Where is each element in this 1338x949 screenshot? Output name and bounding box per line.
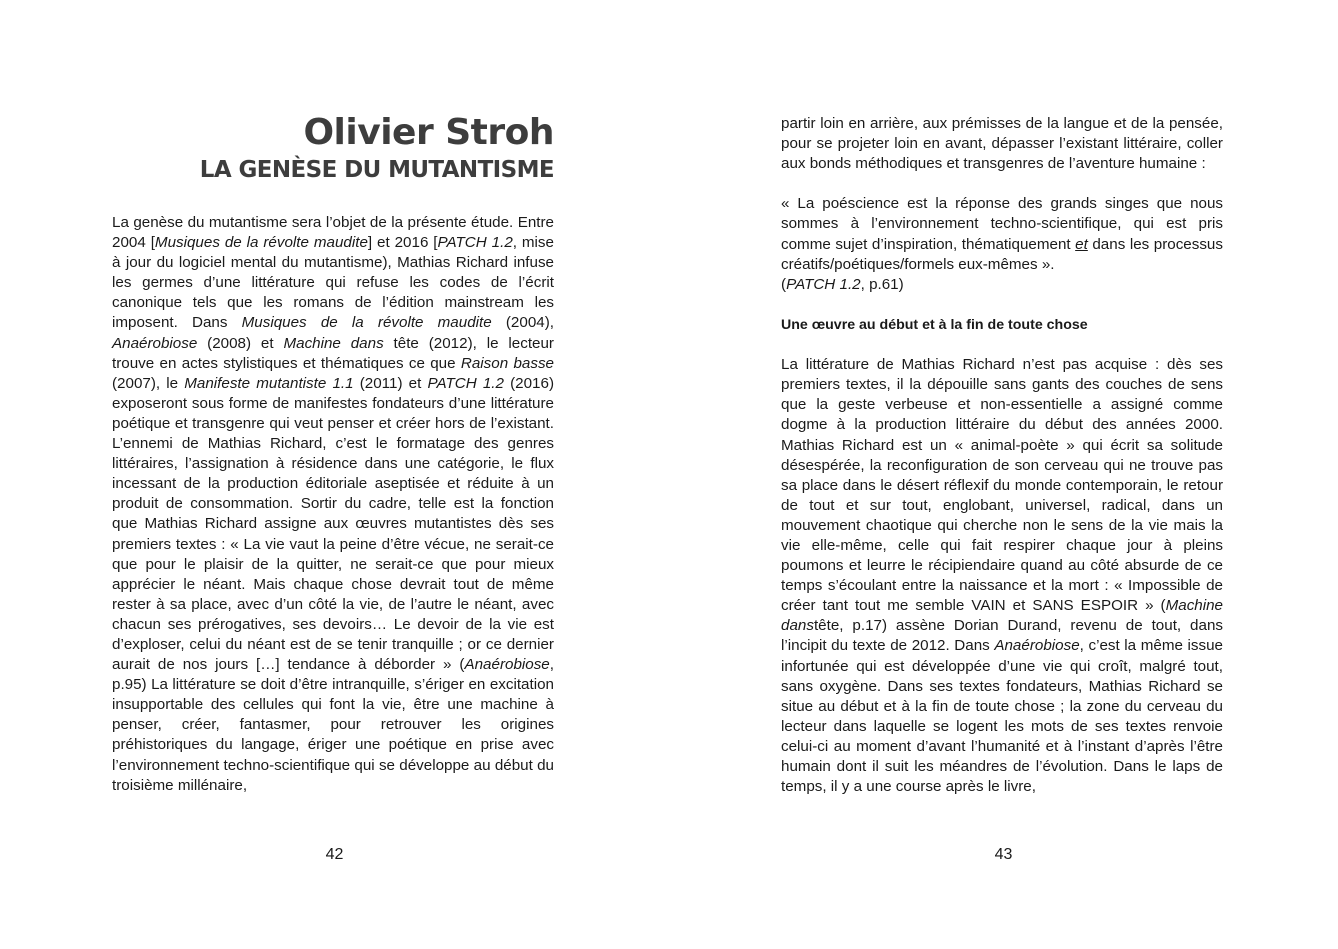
text-run: (2007), le [112, 374, 185, 392]
continuation-paragraph: partir loin en arrière, aux prémisses de la langue et de la pensée, pour se projeter loin en avant, dépasser l’existant littéraire, coller aux bonds méthodiques et transgenres de l’aventure humaine : [781, 115, 1223, 173]
work-title: Musiques de la révolte maudite [241, 314, 492, 332]
block-quote [781, 194, 1223, 274]
essay-title: LA GENÈSE DU MUTANTISME [199, 157, 554, 183]
text-run: ( [781, 275, 787, 293]
text-run: (2016) exposeront sous forme de manifestes fondateurs d’une littérature poétique et transgenre qui veut penser et créer hors de l’existant. L’ennemi de Mathias Richard, c’est le formatage des genres littéraires, l’assignation à résidence dans une catégorie, le flux incessant de la production éditoriale aseptisée et réduite à un produit de consommation. Sortir du cadre, telle est la fonction que Mathias Richard assigne aux œuvres mutantistes dès ses premiers textes : « La vie vaut la peine d’être vécue, ne serait-ce que pour le plaisir de la quitter, ne serait-ce que pour mieux apprécier le néant. Mais chaque chose devrait tout de même rester à sa place, avec d’un côté la vie, de l’autre le néant, avec chacun ses prérogatives, ses devoirs… Le devoir de la vie est d’exploser, celui du néant est de se tenir tranquille ; or ce dernier aurait de nos jours […] tendance à déborder » ( [112, 374, 555, 674]
right-page [669, 0, 1338, 949]
work-title: Machine dans [283, 334, 384, 352]
text-run: « La poéscience est la réponse des grands singes que nous sommes à l’environnement techno-scientifique, qui est pris comme sujet d’inspiration, thématiquement [781, 195, 1223, 253]
right-body-text [781, 114, 1223, 797]
work-title: Musiques de la révolte maudite [154, 234, 368, 252]
quote-citation [781, 275, 1223, 295]
work-title: PATCH 1.2 [786, 275, 861, 293]
work-title: PATCH 1.2 [437, 234, 513, 252]
page-number-left: 42 [325, 846, 344, 863]
text-run: La littérature de Mathias Richard n’est pas acquise : dès ses premiers textes, il la dépouille sans gants des couches de sens que la geste verbeuse et non-essentielle a assigné comme dogme à la production littéraire du début des années 2000. Mathias Richard est un « animal-poète » qui écrit sa solitude désespérée, la reconfiguration de son cerveau qui ne trouve pas sa place dans le désert réflexif du monde contemporain, le retour de tout et sur tout, englobant, universel, radical, dans un mouvement chaotique qui cherche non le sens de la vie mais la vie elle-même, celle qui fait respirer chaque jour à pleins poumons et leurre le récipiendaire quand au côté absurde de ce temps s’écoulant entre la naissance et la mort : « Impossible de créer tant tout me semble VAIN et SANS ESPOIR » ( [781, 356, 1223, 615]
text-run: tête, p.17) assène Dorian Durand, revenu de tout, dans l’incipit du texte de 2012. Dans [781, 617, 1223, 655]
text-run: (2008) et [197, 334, 284, 352]
text-run: (2004), [491, 314, 554, 332]
left-body-text [112, 213, 554, 796]
work-title: Anaérobiose [464, 656, 550, 674]
emphasis: et [1075, 235, 1088, 253]
page-number-right: 43 [994, 846, 1013, 863]
text-run: , mise à jour du logiciel mental du mutantisme), Mathias Richard infuse les germes d’une littérature qui refuse les codes de l’écrit canonique tels que les romans de l’édition mainstream les imposent. Dans [112, 234, 554, 332]
author-name: Olivier Stroh [303, 112, 554, 153]
text-run: (2011) et [353, 374, 428, 392]
right-paragraph [781, 355, 1223, 797]
section-heading: Une œuvre au début et à la fin de toute chose [781, 316, 1088, 333]
text-run: , c’est la même issue infortunée qui est développée d’une vie qui croît, malgré tout, sans oxygène. Dans ses textes fondateurs, Mathias Richard se situe au début et à la fin de toute chose ; la zone du cerveau du lecteur dans laquelle se logent les mots de ses textes renvoie celui-ci au moment d’avant l’humanité et à l’instant d’après l’être humain dont il suit les méandres de l’évolution. Dans le laps de temps, il y a une course après le livre, [781, 637, 1223, 796]
work-title: Anaérobiose [994, 637, 1080, 655]
left-paragraph [112, 213, 554, 796]
work-title: Anaérobiose [112, 334, 198, 352]
text-run: , p.61) [860, 275, 904, 293]
work-title: Raison basse [460, 354, 554, 372]
work-title: PATCH 1.2 [427, 374, 504, 392]
text-run: ] et 2016 [ [367, 234, 438, 252]
work-title: Manifeste mutantiste 1.1 [184, 374, 354, 392]
work-title: Machine dans [781, 597, 1223, 635]
text-run: La genèse du mutantisme sera l’objet de la présente étude. Entre 2004 [ [112, 214, 554, 252]
text-run: , p.95) La littérature se doit d’être intranquille, s’ériger en excitation insupportable des cellules qui font la vie, être une machine à penser, créer, fantasmer, pour retrouver les origines préhistoriques du langage, ériger une poétique en prise avec l’environnement techno-scientifique qui se développe au début du troisième millénaire, [112, 656, 554, 794]
text-run: tête (2012), le lecteur trouve en actes stylistiques et thématiques ce que [112, 334, 554, 372]
text-run: dans les processus créatifs/poétiques/formels eux-mêmes ». [781, 235, 1223, 273]
